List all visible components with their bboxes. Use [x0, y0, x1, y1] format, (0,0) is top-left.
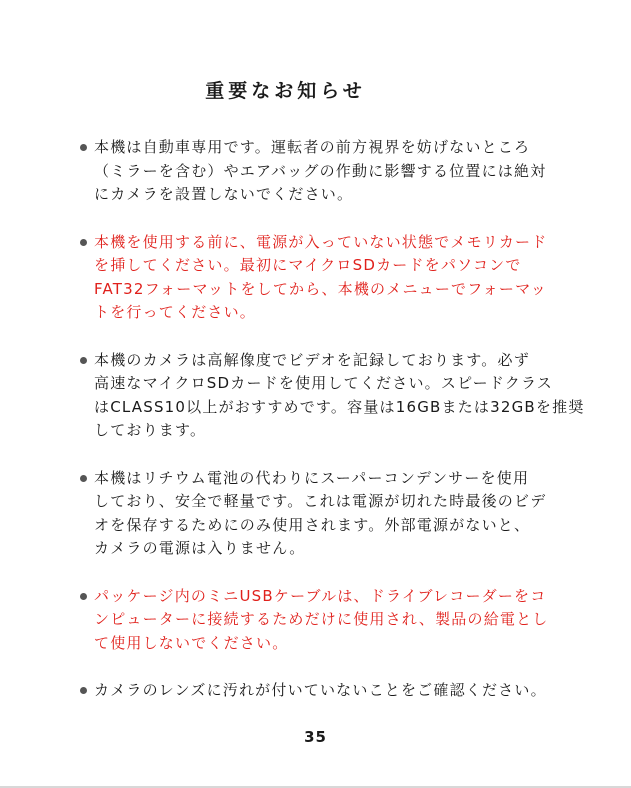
notice-line: て使用しないでください。 — [94, 633, 289, 652]
notice-line: 本機のカメラは高解像度でビデオを記録しております。必ず — [94, 350, 530, 369]
bullet-icon — [80, 144, 87, 151]
notice-item-2 — [80, 231, 560, 325]
notice-line: カメラの電源は入りません。 — [94, 539, 306, 557]
notice-item-5 — [80, 585, 560, 656]
notice-line: はCLASS10以上がおすすめです。容量は16GBまたは32GBを推奨 — [94, 397, 585, 416]
notice-line: トを行ってください。 — [94, 303, 257, 321]
notice-line: しており、安全で軽量です。これは電源が切れた時最後のビデ — [94, 492, 547, 510]
bullet-icon — [80, 357, 87, 364]
notice-item-4 — [80, 467, 560, 561]
notice-line: しております。 — [94, 421, 207, 439]
notice-line: にカメラを設置しないでください。 — [94, 185, 354, 203]
notice-line: 本機は自動車専用です。運転者の前方視界を妨げないところ — [94, 138, 531, 156]
notice-line: 本機を使用する前に、電源が入っていない状態でメモリカード — [94, 232, 548, 251]
notice-line: 本機はリチウム電池の代わりにスーパーコンデンサーを使用 — [94, 468, 530, 487]
notice-line: ンピューターに接続するためだけに使用され、製品の給電とし — [94, 610, 549, 628]
notice-item-1 — [80, 136, 560, 207]
bullet-icon — [80, 593, 87, 600]
page-title: 重要なお知らせ — [205, 80, 366, 102]
notice-item-6 — [80, 679, 560, 703]
notice-line: を挿してください。最初にマイクロSDカードをパソコンで — [94, 256, 522, 274]
bullet-icon — [80, 687, 87, 694]
notice-line: カメラのレンズに汚れが付いていないことをご確認ください。 — [94, 681, 547, 699]
notice-line: FAT32フォーマットをしてから、本機のメニューでフォーマッ — [94, 279, 547, 298]
page-number: 35 — [304, 728, 327, 746]
notice-line: パッケージ内のミニUSBケーブルは、ドライブレコーダーをコ — [94, 586, 547, 605]
notice-item-3 — [80, 349, 585, 443]
notice-line: 高速なマイクロSDカードを使用してください。スピードクラス — [94, 374, 553, 392]
bullet-icon — [80, 239, 87, 246]
bullet-icon — [80, 475, 87, 482]
notice-line: （ミラーを含む）やエアバッグの作動に影響する位置には絶対 — [94, 161, 547, 180]
notice-line: オを保存するためにのみ使用されます。外部電源がないと、 — [94, 515, 531, 534]
notice-list — [80, 136, 585, 727]
